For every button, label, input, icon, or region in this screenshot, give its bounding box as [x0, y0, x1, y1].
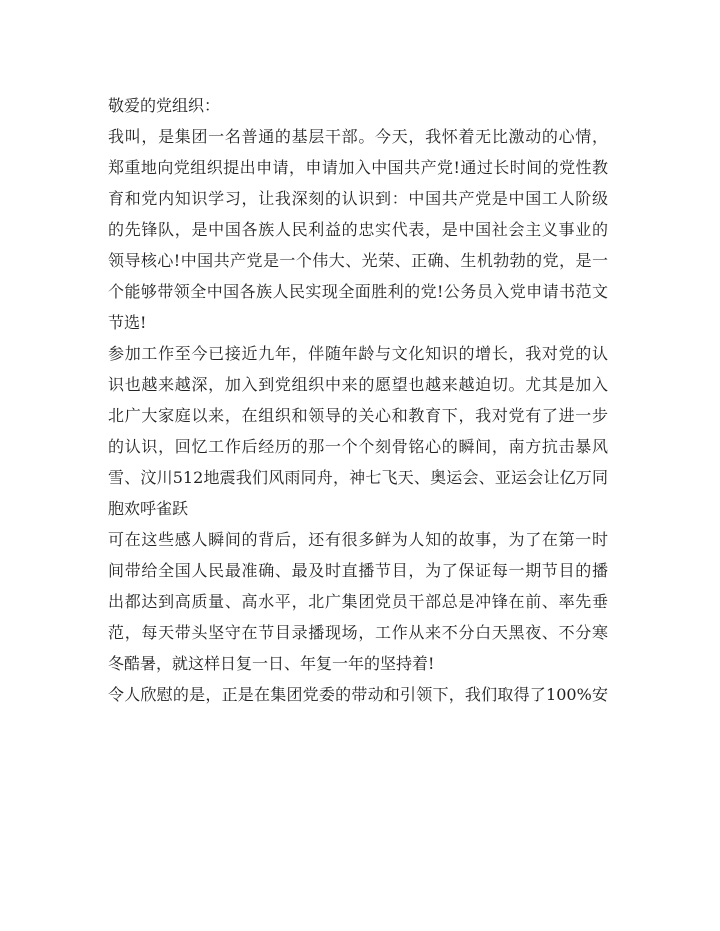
paragraph-4 [108, 679, 608, 710]
paragraph-line: 胞欢呼雀跃 [108, 499, 189, 518]
paragraph-3 [108, 524, 608, 679]
paragraph-line: 冬酷暑，就这样日复一日、年复一年的坚持着! [108, 654, 435, 673]
paragraph-line: 我叫，是集团一名普通的基层干部。今天，我怀着无比激动的心情， [108, 127, 608, 146]
paragraph-1 [108, 121, 608, 338]
paragraph-line: 的先锋队，是中国各族人民利益的忠实代表，是中国社会主义事业的 [108, 220, 608, 239]
paragraph-line: 北广大家庭以来，在组织和领导的关心和教育下，我对党有了进一步 [108, 406, 608, 425]
paragraph-line: 雪、汶川512地震我们风雨同舟，神七飞天、奥运会、亚运会让亿万同 [108, 468, 608, 487]
paragraph-line: 节选! [108, 313, 147, 332]
paragraph-line: 郑重地向党组织提出申请，申请加入中国共产党!通过长时间的党性教 [108, 158, 608, 177]
paragraph-line: 的认识，回忆工作后经历的那一个个刻骨铭心的瞬间，南方抗击暴风 [108, 437, 608, 456]
document-body [108, 90, 608, 710]
paragraph-line: 范，每天带头坚守在节目录播现场，工作从来不分白天黑夜、不分寒 [108, 623, 608, 642]
paragraph-2 [108, 338, 608, 524]
paragraph-line: 出都达到高质量、高水平，北广集团党员干部总是冲锋在前、率先垂 [108, 592, 608, 611]
paragraph-line: 可在这些感人瞬间的背后，还有很多鲜为人知的故事，为了在第一时 [108, 530, 608, 549]
paragraph-line: 领导核心!中国共产党是一个伟大、光荣、正确、生机勃勃的党，是一 [108, 251, 608, 270]
paragraph-line: 育和党内知识学习，让我深刻的认识到：中国共产党是中国工人阶级 [108, 189, 608, 208]
paragraph-line: 令人欣慰的是，正是在集团党委的带动和引领下，我们取得了100%安 [108, 685, 608, 704]
paragraph-line: 参加工作至今已接近九年，伴随年龄与文化知识的增长，我对党的认 [108, 344, 608, 363]
paragraph-line: 识也越来越深，加入到党组织中来的愿望也越来越迫切。尤其是加入 [108, 375, 608, 394]
paragraph-line: 个能够带领全中国各族人民实现全面胜利的党!公务员入党申请书范文 [108, 282, 608, 301]
salutation: 敬爱的党组织： [108, 96, 221, 115]
paragraph-line: 间带给全国人民最准确、最及时直播节目，为了保证每一期节目的播 [108, 561, 608, 580]
